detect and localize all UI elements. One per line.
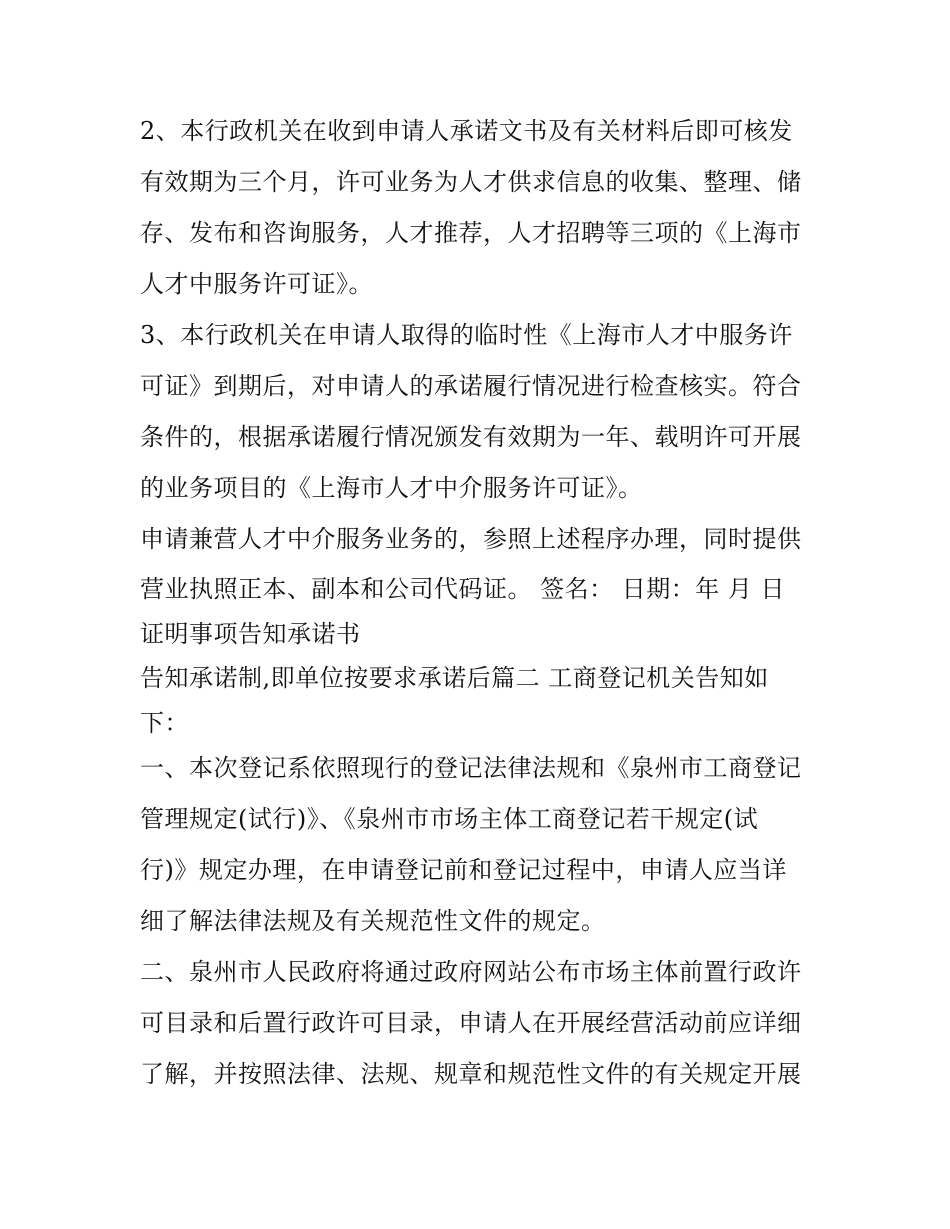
- text-line: 管理规定(试行)》、《泉州市市场主体工商登记若干规定(试: [140, 805, 759, 833]
- text-line: 细了解法律法规及有关规范性文件的规定。: [140, 907, 606, 935]
- text-line: 二、泉州市人民政府将通过政府网站公布市场主体前置行政许: [140, 958, 802, 986]
- text-line: 有效期为三个月，许可业务为人才供求信息的收集、整理、储: [140, 168, 802, 196]
- text-line: 人才中服务许可证》。: [140, 270, 373, 298]
- text-line: 存、发布和咨询服务，人才推荐，人才招聘等三项的《上海市: [140, 219, 802, 247]
- text-line: 下：: [140, 709, 189, 737]
- text-line: 了解，并按照法律、法规、规章和规范性文件的有关规定开展: [140, 1060, 802, 1088]
- text-line: 3、本行政机关在申请人取得的临时性《上海市人才中服务许: [140, 321, 793, 349]
- section-heading: 证明事项告知承诺书: [140, 620, 361, 648]
- text-line: 可目录和后置行政许可目录，申请人在开展经营活动前应详细: [140, 1009, 802, 1037]
- text-line: 的业务项目的《上海市人才中介服务许可证》。: [140, 474, 643, 502]
- text-line: 条件的，根据承诺履行情况颁发有效期为一年、载明许可开展: [140, 423, 802, 451]
- text-line: 申请兼营人才中介服务业务的，参照上述程序办理，同时提供: [140, 525, 802, 553]
- text-line: 告知承诺制,即单位按要求承诺后篇二 工商登记机关告知如: [140, 664, 769, 692]
- text-line: 行)》规定办理，在申请登记前和登记过程中，申请人应当详: [140, 856, 787, 884]
- text-line: 一、本次登记系依照现行的登记法律法规和《泉州市工商登记: [140, 754, 802, 782]
- text-line: 2、本行政机关在收到申请人承诺文书及有关材料后即可核发: [140, 117, 793, 145]
- text-line: 营业执照正本、副本和公司代码证。 签名： 日期：年 月 日: [140, 575, 786, 603]
- text-line: 可证》到期后，对申请人的承诺履行情况进行检查核实。符合: [140, 372, 802, 400]
- document-body: [140, 106, 830, 1100]
